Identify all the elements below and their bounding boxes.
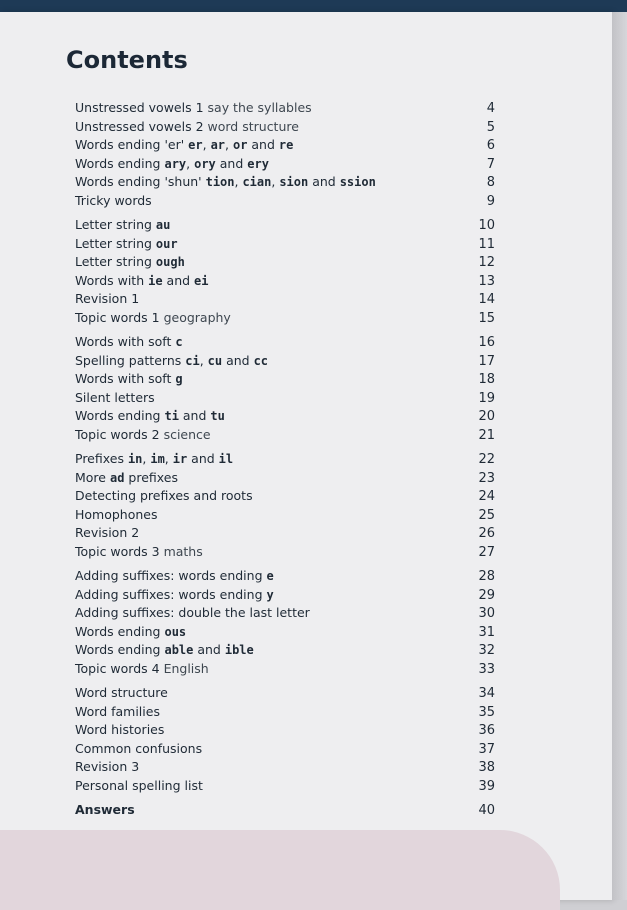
- entry-text: ,: [202, 137, 211, 152]
- toc-entry: [75, 290, 495, 309]
- entry-text: Revision 3: [75, 759, 140, 774]
- toc-entry: [75, 660, 495, 679]
- toc-page-number: 4: [486, 101, 495, 116]
- toc-entry: [75, 543, 495, 562]
- spelling-pattern: cu: [207, 353, 223, 368]
- entry-text: Adding suffixes: double the last letter: [75, 605, 310, 620]
- toc-entry-title: [75, 777, 203, 796]
- toc-page-number: 30: [478, 606, 495, 621]
- toc-section: [75, 99, 495, 210]
- spelling-pattern: ery: [247, 156, 269, 171]
- spelling-pattern: cian: [242, 175, 272, 189]
- toc-section: [75, 567, 495, 678]
- spelling-pattern: y: [266, 587, 274, 602]
- toc-entry-title: [75, 272, 208, 291]
- toc-entry: [75, 703, 495, 722]
- toc-entry-answers: [75, 801, 495, 820]
- toc-entry: [75, 426, 495, 445]
- toc-entry-title: [75, 623, 186, 642]
- bottom-decoration: [0, 830, 560, 910]
- topic-subtitle: English: [163, 660, 209, 676]
- toc-entry-title: [75, 118, 299, 137]
- entry-text: Word families: [75, 703, 160, 719]
- entry-text: Common confusions: [75, 740, 203, 756]
- spelling-pattern: e: [266, 569, 274, 583]
- entry-text: and: [308, 174, 340, 189]
- toc-page-number: 12: [478, 255, 495, 270]
- toc-page-number: 7: [486, 156, 495, 172]
- toc-entry: [75, 758, 495, 777]
- toc-entry-title: [75, 506, 158, 525]
- entry-text: and: [162, 272, 195, 288]
- toc-entry-title: [75, 136, 293, 155]
- spelling-pattern: sion: [279, 175, 309, 189]
- spelling-pattern: g: [175, 372, 183, 386]
- toc-entry-title: [75, 389, 155, 408]
- toc-entry: [75, 352, 495, 371]
- toc-entry-title: [75, 290, 139, 309]
- entry-text: Homophones: [75, 506, 158, 522]
- toc-entry: [75, 641, 495, 660]
- toc-entry-title: [75, 253, 185, 272]
- toc-entry: [75, 407, 495, 426]
- toc-entry: [75, 118, 495, 137]
- spelling-pattern: tu: [210, 409, 225, 423]
- toc-section: [75, 333, 495, 444]
- spelling-pattern: ar: [210, 138, 226, 152]
- entry-text: Words with soft: [75, 334, 176, 349]
- toc-page-number: 20: [478, 409, 495, 424]
- toc-entry-title: [75, 99, 312, 118]
- toc-page-number: 23: [478, 470, 495, 486]
- toc-entry: [75, 586, 495, 605]
- toc-entry-title: [75, 524, 139, 543]
- toc-entry: [75, 370, 495, 389]
- toc-entry-title: [75, 740, 202, 759]
- toc-page-number: 16: [478, 335, 495, 350]
- toc-entry: [75, 450, 495, 469]
- entry-text: Unstressed vowels 1: [75, 100, 208, 115]
- toc-page-number: 15: [478, 310, 495, 326]
- toc-section: [75, 801, 495, 820]
- topic-subtitle: say the syllables: [207, 100, 312, 115]
- spelling-pattern: ough: [155, 255, 185, 269]
- entry-text: Prefixes: [75, 451, 128, 466]
- spelling-pattern: able: [164, 643, 194, 657]
- entry-text: Revision 1: [75, 291, 140, 306]
- spelling-pattern: ti: [164, 409, 179, 423]
- toc-entry-title: [75, 155, 269, 174]
- entry-text: Letter string: [75, 217, 156, 232]
- toc-page-number: 37: [478, 741, 495, 757]
- toc-entry-title: [75, 721, 164, 740]
- toc-page-number: 5: [486, 119, 495, 135]
- entry-text: Words ending 'shun': [75, 174, 206, 189]
- entry-text: Topic words 3: [75, 543, 164, 559]
- toc-entry-title: [75, 192, 152, 211]
- toc-entry: [75, 136, 495, 155]
- entry-text: ,: [225, 137, 233, 152]
- entry-text: Spelling patterns: [75, 352, 186, 368]
- toc-entry-title: [75, 407, 225, 426]
- spelling-pattern: in: [127, 452, 143, 466]
- toc-page-number: 22: [478, 452, 495, 467]
- entry-text: Silent letters: [75, 389, 155, 405]
- toc-page-number: 21: [478, 427, 495, 443]
- toc-page-number: 35: [478, 704, 495, 720]
- toc-entry-title: [75, 703, 160, 722]
- entry-text: Answers: [75, 802, 135, 817]
- toc-entry: [75, 469, 495, 488]
- entry-text: Words ending: [75, 408, 165, 423]
- toc-entry: [75, 173, 495, 192]
- toc-page-number: 13: [478, 273, 495, 289]
- spelling-pattern: ssion: [339, 175, 376, 189]
- spelling-pattern: re: [278, 138, 294, 152]
- toc-entry: [75, 604, 495, 623]
- entry-text: Word structure: [75, 685, 168, 700]
- toc-page-number: 10: [478, 218, 495, 233]
- entry-text: Letter string: [75, 254, 156, 269]
- toc-section: [75, 684, 495, 795]
- toc-entry: [75, 506, 495, 525]
- entry-text: ,: [142, 451, 151, 466]
- toc-entry-title: [75, 450, 233, 469]
- toc-entry: [75, 721, 495, 740]
- entry-text: Personal spelling list: [75, 777, 203, 793]
- toc-page-number: 31: [478, 624, 495, 640]
- entry-text: and: [187, 451, 219, 466]
- entry-text: Words ending: [75, 642, 165, 657]
- spelling-pattern: ei: [194, 273, 209, 288]
- toc-entry-title: [75, 309, 231, 328]
- topic-subtitle: word structure: [207, 118, 299, 134]
- toc-entry: [75, 155, 495, 174]
- spelling-pattern: ie: [148, 273, 163, 288]
- topic-subtitle: science: [163, 426, 211, 442]
- entry-text: and: [178, 408, 211, 423]
- entry-text: Tricky words: [75, 192, 152, 208]
- entry-text: Topic words 1: [75, 309, 164, 325]
- toc-entry: [75, 309, 495, 328]
- spelling-pattern: our: [155, 236, 178, 251]
- toc-page-number: 39: [478, 778, 495, 794]
- toc-page-number: 6: [486, 138, 495, 153]
- toc-entry: [75, 235, 495, 254]
- toc-entry-title: [75, 216, 170, 235]
- entry-text: and: [215, 155, 248, 171]
- spelling-pattern: ary: [164, 156, 187, 171]
- spelling-pattern: au: [155, 218, 171, 232]
- entry-text: Words with soft: [75, 371, 176, 386]
- toc-entry-title: [75, 370, 183, 389]
- entry-text: ,: [271, 174, 280, 189]
- toc-entry: [75, 740, 495, 759]
- entry-text: Words ending: [75, 623, 165, 639]
- top-cover-band: [0, 0, 627, 12]
- entry-text: and: [222, 352, 254, 368]
- spelling-pattern: ory: [194, 156, 216, 171]
- entry-text: ,: [199, 352, 208, 368]
- entry-text: Adding suffixes: words ending: [75, 586, 267, 602]
- toc-page-number: 32: [478, 643, 495, 658]
- entry-text: Detecting prefixes and roots: [75, 488, 253, 503]
- entry-text: and: [193, 642, 225, 657]
- toc-entry: [75, 524, 495, 543]
- toc-entry: [75, 253, 495, 272]
- toc-entry-title: [75, 173, 376, 192]
- topic-subtitle: maths: [163, 543, 203, 559]
- page-title: Contents: [66, 46, 188, 74]
- toc-page-number: 9: [486, 193, 495, 209]
- toc-page-number: 17: [478, 353, 495, 369]
- toc-page-number: 19: [478, 390, 495, 406]
- toc-page-number: 18: [478, 372, 495, 387]
- toc-entry-title: [75, 567, 274, 586]
- entry-text: prefixes: [124, 469, 178, 485]
- entry-text: Revision 2: [75, 525, 140, 540]
- toc-entry: [75, 389, 495, 408]
- spelling-pattern: c: [175, 335, 183, 349]
- spelling-pattern: im: [150, 452, 165, 466]
- spelling-pattern: or: [232, 138, 248, 152]
- entry-text: Adding suffixes: words ending: [75, 568, 267, 583]
- entry-text: Words ending 'er': [75, 137, 189, 152]
- spelling-pattern: tion: [205, 175, 235, 189]
- entry-text: ,: [234, 174, 243, 189]
- toc-entry-title: [75, 641, 254, 660]
- toc-entry-title: [75, 235, 178, 254]
- entry-text: Words ending: [75, 155, 165, 171]
- toc-entry: [75, 192, 495, 211]
- toc-entry-title: [75, 352, 268, 371]
- toc-entry-title: [75, 801, 135, 820]
- toc-section: [75, 216, 495, 327]
- page-edge: [612, 12, 627, 900]
- spelling-pattern: ible: [224, 643, 254, 657]
- toc-entry-title: [75, 660, 209, 679]
- toc-page-number: 40: [478, 803, 495, 818]
- spelling-pattern: il: [218, 452, 234, 466]
- toc-entry-title: [75, 426, 211, 445]
- entry-text: Letter string: [75, 235, 156, 251]
- entry-text: Topic words 4: [75, 660, 164, 676]
- toc-entry-title: [75, 469, 178, 488]
- entry-text: Words with: [75, 272, 149, 288]
- entry-text: Unstressed vowels 2: [75, 118, 208, 134]
- toc-entry-title: [75, 543, 203, 562]
- toc-entry: [75, 684, 495, 703]
- entry-text: and: [247, 137, 279, 152]
- toc-entry-title: [75, 487, 253, 506]
- toc-page-number: 24: [478, 489, 495, 504]
- toc-entry: [75, 99, 495, 118]
- toc-page-number: 36: [478, 723, 495, 738]
- toc-entry-title: [75, 586, 274, 605]
- toc-page-number: 11: [478, 236, 495, 252]
- toc-entry-title: [75, 758, 139, 777]
- spelling-pattern: ci: [185, 353, 200, 368]
- toc-page-number: 28: [478, 569, 495, 584]
- toc-page-number: 29: [478, 587, 495, 603]
- toc-page-number: 25: [478, 507, 495, 523]
- entry-text: ,: [186, 155, 195, 171]
- toc-page-number: 8: [486, 175, 495, 190]
- toc-page-number: 26: [478, 526, 495, 541]
- toc-page-number: 34: [478, 686, 495, 701]
- toc-entry-title: [75, 604, 310, 623]
- toc-page-number: 27: [478, 544, 495, 560]
- entry-text: ,: [164, 451, 173, 466]
- toc-page-number: 38: [478, 760, 495, 775]
- toc-entry: [75, 216, 495, 235]
- toc-entry: [75, 272, 495, 291]
- spelling-pattern: ir: [172, 452, 188, 466]
- toc-entry: [75, 567, 495, 586]
- toc-entry-title: [75, 684, 168, 703]
- spelling-pattern: ad: [109, 470, 125, 485]
- toc-entry: [75, 333, 495, 352]
- spelling-pattern: ous: [164, 624, 187, 639]
- toc-entry: [75, 623, 495, 642]
- entry-text: Word histories: [75, 722, 165, 737]
- toc-entry: [75, 487, 495, 506]
- spelling-pattern: cc: [253, 353, 269, 368]
- toc-entry: [75, 777, 495, 796]
- toc-section: [75, 450, 495, 561]
- spelling-pattern: er: [188, 138, 203, 152]
- entry-text: More: [75, 469, 110, 485]
- entry-text: Topic words 2: [75, 426, 164, 442]
- topic-subtitle: geography: [163, 309, 231, 325]
- toc-page-number: 33: [478, 661, 495, 677]
- table-of-contents: [75, 99, 495, 826]
- toc-page-number: 14: [478, 292, 495, 307]
- toc-entry-title: [75, 333, 183, 352]
